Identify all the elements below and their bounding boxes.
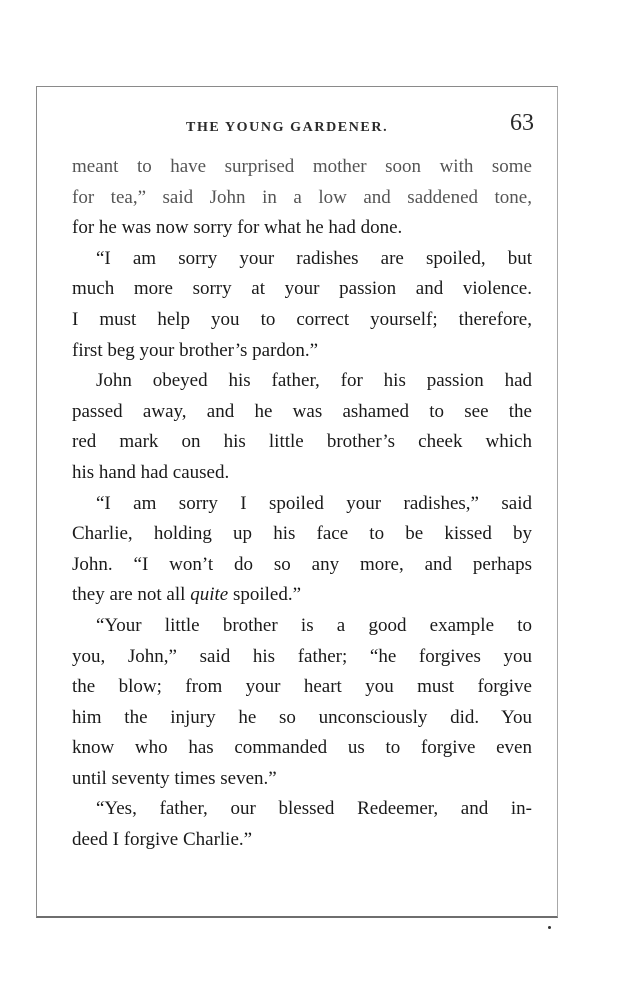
text-line: I must help you to correct yourself; therefore,	[72, 308, 532, 330]
text-line: red mark on his little brother’s cheek which	[72, 431, 532, 453]
page-number: 63	[510, 110, 534, 136]
text-line: for he was now sorry for what he had done.	[72, 217, 403, 239]
text-line: John obeyed his father, for his passion had	[96, 370, 532, 392]
text-line-emphasis	[72, 580, 532, 611]
text-line: know who has commanded us to forgive even	[72, 737, 532, 759]
text-line: deed I forgive Charlie.”	[72, 829, 253, 851]
text-line: you, John,” said his father; “he forgives you	[72, 645, 532, 667]
text-line: much more sorry at your passion and violence.	[72, 278, 532, 300]
text-line: for tea,” said John in a low and saddened tone,	[72, 186, 532, 208]
text-line: him the injury he so unconsciously did. You	[72, 706, 532, 728]
text-line: John. “I won’t do so any more, and perhaps	[72, 553, 532, 575]
text-line: his hand had caused.	[72, 461, 230, 483]
body-text	[72, 152, 532, 856]
text-line: passed away, and he was ashamed to see the	[72, 400, 532, 422]
text-segment: they are not all	[72, 584, 191, 606]
text-line: the blow; from your heart you must forgive	[72, 676, 532, 698]
text-line: “I am sorry your radishes are spoiled, but	[96, 247, 532, 269]
running-head: THE YOUNG GARDENER.	[186, 120, 389, 135]
text-line: first beg your brother’s pardon.”	[72, 339, 319, 361]
text-line: Charlie, holding up his face to be kissed by	[72, 523, 532, 545]
text-line: “Your little brother is a good example to	[96, 614, 532, 636]
text-line: “Yes, father, our blessed Redeemer, and in-	[96, 798, 532, 820]
text-line: meant to have surprised mother soon with some	[72, 156, 532, 177]
text-line: “I am sorry I spoiled your radishes,” said	[96, 492, 532, 514]
text-segment: spoiled.”	[228, 584, 302, 606]
text-line: until seventy times seven.”	[72, 767, 277, 789]
page-header	[72, 110, 534, 142]
ink-speck	[548, 926, 551, 929]
emphasized-word: quite	[190, 584, 229, 606]
